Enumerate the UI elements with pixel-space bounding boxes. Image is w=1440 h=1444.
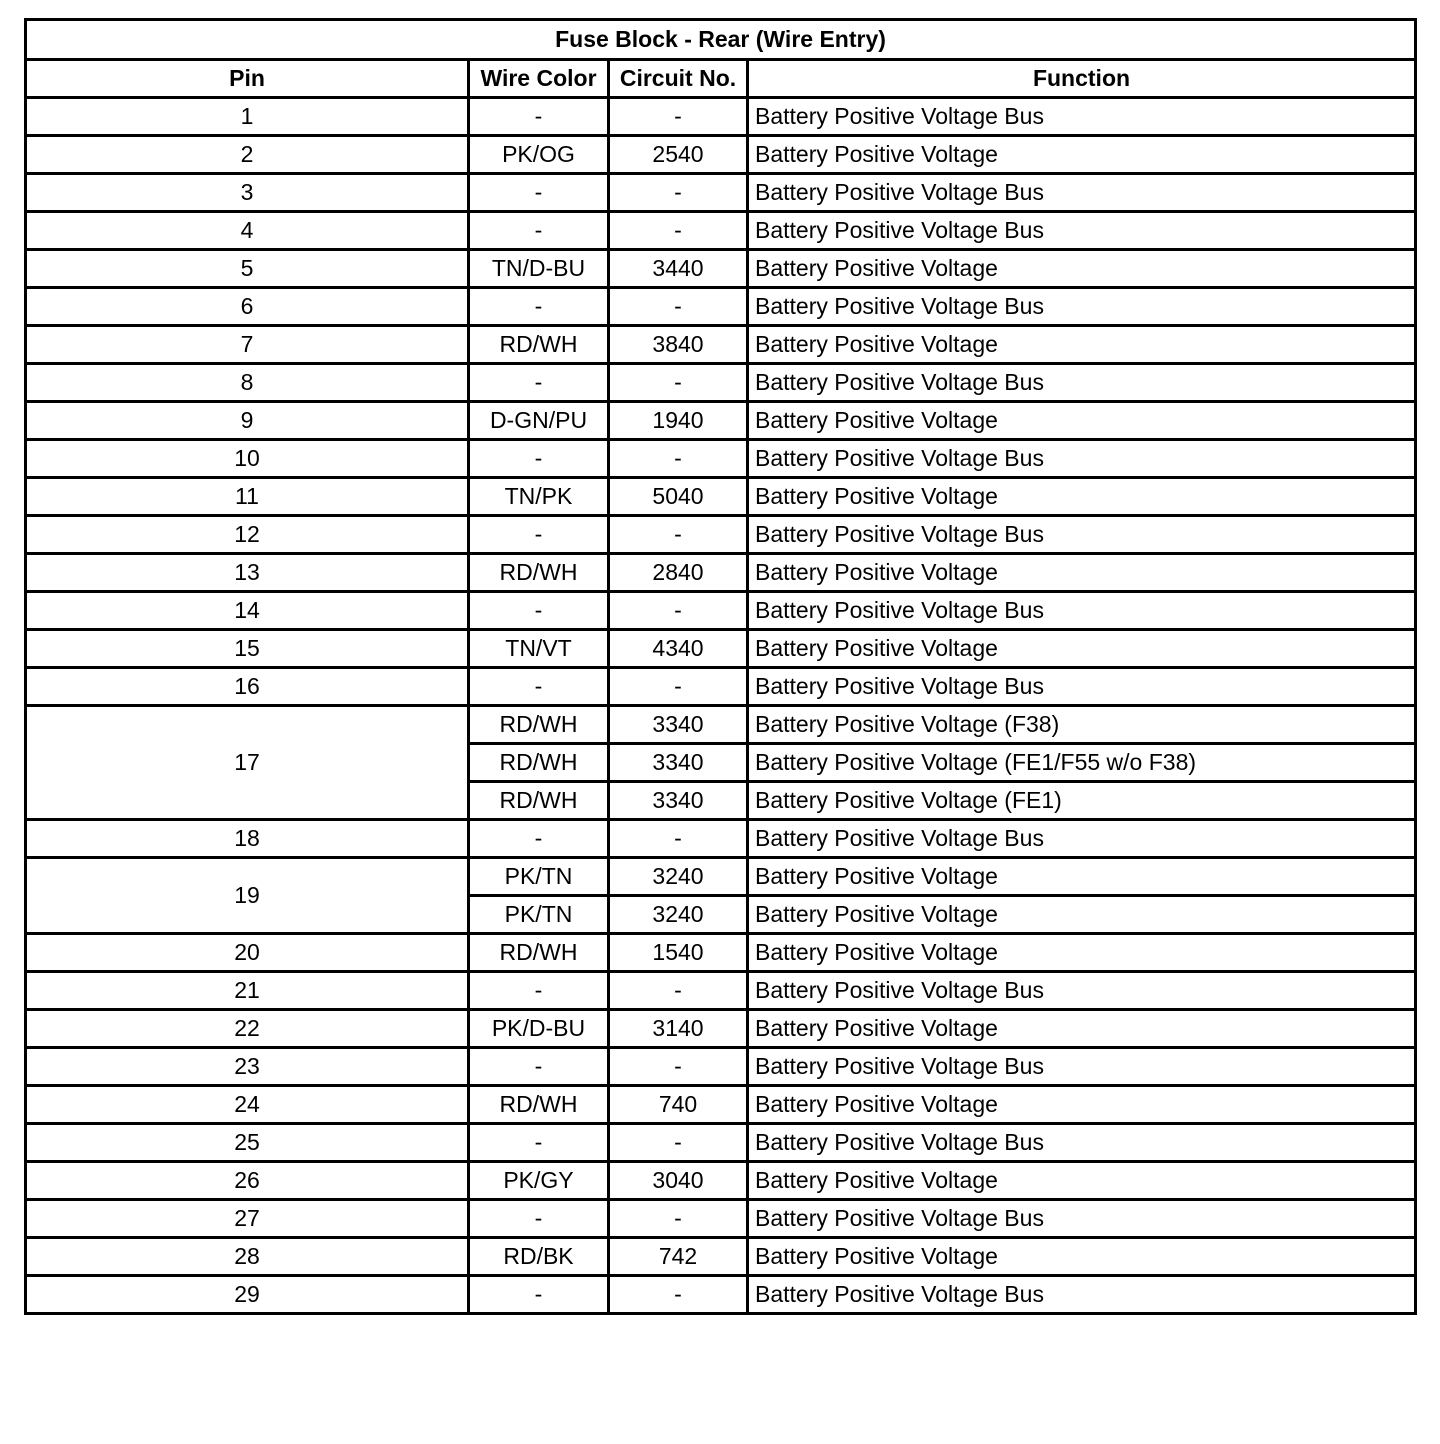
table-row bbox=[26, 934, 1416, 972]
pin-cell: 15 bbox=[26, 630, 469, 668]
pin-cell: 25 bbox=[26, 1124, 469, 1162]
pin-cell: 11 bbox=[26, 478, 469, 516]
circuit-no-cell: 2540 bbox=[609, 136, 748, 174]
circuit-no-cell: 3340 bbox=[609, 706, 748, 744]
function-cell: Battery Positive Voltage Bus bbox=[748, 364, 1416, 402]
function-cell: Battery Positive Voltage Bus bbox=[748, 174, 1416, 212]
pin-cell: 16 bbox=[26, 668, 469, 706]
table-row bbox=[26, 972, 1416, 1010]
table-row bbox=[26, 1010, 1416, 1048]
wire-color-cell: - bbox=[469, 592, 609, 630]
pin-cell: 17 bbox=[26, 706, 469, 820]
table-row bbox=[26, 402, 1416, 440]
function-cell: Battery Positive Voltage Bus bbox=[748, 440, 1416, 478]
wire-color-cell: - bbox=[469, 516, 609, 554]
table-row bbox=[26, 478, 1416, 516]
wire-color-cell: - bbox=[469, 174, 609, 212]
pin-cell: 18 bbox=[26, 820, 469, 858]
table-row bbox=[26, 174, 1416, 212]
wire-color-cell: D-GN/PU bbox=[469, 402, 609, 440]
circuit-no-cell: 3040 bbox=[609, 1162, 748, 1200]
table-row bbox=[26, 1238, 1416, 1276]
circuit-no-cell: - bbox=[609, 972, 748, 1010]
wire-color-cell: RD/WH bbox=[469, 934, 609, 972]
function-cell: Battery Positive Voltage Bus bbox=[748, 288, 1416, 326]
table-row bbox=[26, 440, 1416, 478]
wire-color-cell: - bbox=[469, 288, 609, 326]
circuit-no-cell: - bbox=[609, 1124, 748, 1162]
function-cell: Battery Positive Voltage bbox=[748, 250, 1416, 288]
wire-color-cell: PK/GY bbox=[469, 1162, 609, 1200]
table-row bbox=[26, 630, 1416, 668]
circuit-no-cell: 3140 bbox=[609, 1010, 748, 1048]
circuit-no-cell: 3340 bbox=[609, 782, 748, 820]
wire-color-cell: TN/VT bbox=[469, 630, 609, 668]
pin-cell: 24 bbox=[26, 1086, 469, 1124]
table-row bbox=[26, 288, 1416, 326]
table-row bbox=[26, 1124, 1416, 1162]
circuit-no-cell: - bbox=[609, 516, 748, 554]
circuit-no-cell: 4340 bbox=[609, 630, 748, 668]
pin-cell: 23 bbox=[26, 1048, 469, 1086]
fuse-block-pinout-table bbox=[24, 18, 1417, 1315]
function-cell: Battery Positive Voltage bbox=[748, 1162, 1416, 1200]
function-cell: Battery Positive Voltage Bus bbox=[748, 972, 1416, 1010]
wire-color-cell: RD/BK bbox=[469, 1238, 609, 1276]
circuit-no-cell: 3840 bbox=[609, 326, 748, 364]
pin-cell: 4 bbox=[26, 212, 469, 250]
circuit-no-cell: 1540 bbox=[609, 934, 748, 972]
circuit-no-cell: 3240 bbox=[609, 858, 748, 896]
pin-cell: 22 bbox=[26, 1010, 469, 1048]
circuit-no-cell: - bbox=[609, 174, 748, 212]
function-cell: Battery Positive Voltage Bus bbox=[748, 820, 1416, 858]
table-row bbox=[26, 820, 1416, 858]
wire-color-cell: TN/D-BU bbox=[469, 250, 609, 288]
circuit-no-cell: - bbox=[609, 98, 748, 136]
wire-color-cell: PK/TN bbox=[469, 858, 609, 896]
wire-color-cell: RD/WH bbox=[469, 1086, 609, 1124]
wire-color-cell: - bbox=[469, 1124, 609, 1162]
pin-cell: 5 bbox=[26, 250, 469, 288]
function-cell: Battery Positive Voltage bbox=[748, 934, 1416, 972]
pin-cell: 10 bbox=[26, 440, 469, 478]
pin-cell: 29 bbox=[26, 1276, 469, 1314]
pin-cell: 8 bbox=[26, 364, 469, 402]
function-cell: Battery Positive Voltage Bus bbox=[748, 98, 1416, 136]
function-cell: Battery Positive Voltage bbox=[748, 1086, 1416, 1124]
wire-color-cell: TN/PK bbox=[469, 478, 609, 516]
table-row bbox=[26, 706, 1416, 744]
circuit-no-cell: - bbox=[609, 440, 748, 478]
circuit-no-cell: 742 bbox=[609, 1238, 748, 1276]
function-cell: Battery Positive Voltage Bus bbox=[748, 1048, 1416, 1086]
table-row bbox=[26, 326, 1416, 364]
function-cell: Battery Positive Voltage Bus bbox=[748, 516, 1416, 554]
pin-cell: 2 bbox=[26, 136, 469, 174]
wire-color-cell: RD/WH bbox=[469, 326, 609, 364]
header-pin: Pin bbox=[26, 60, 469, 98]
table-row bbox=[26, 1162, 1416, 1200]
wire-color-cell: - bbox=[469, 98, 609, 136]
function-cell: Battery Positive Voltage Bus bbox=[748, 1200, 1416, 1238]
pin-cell: 14 bbox=[26, 592, 469, 630]
table-row bbox=[26, 250, 1416, 288]
function-cell: Battery Positive Voltage bbox=[748, 1010, 1416, 1048]
table-row bbox=[26, 1276, 1416, 1314]
circuit-no-cell: - bbox=[609, 592, 748, 630]
function-cell: Battery Positive Voltage bbox=[748, 326, 1416, 364]
header-function: Function bbox=[748, 60, 1416, 98]
wire-color-cell: PK/TN bbox=[469, 896, 609, 934]
header-row bbox=[26, 60, 1416, 98]
circuit-no-cell: 3440 bbox=[609, 250, 748, 288]
function-cell: Battery Positive Voltage Bus bbox=[748, 592, 1416, 630]
wire-color-cell: PK/D-BU bbox=[469, 1010, 609, 1048]
function-cell: Battery Positive Voltage (FE1) bbox=[748, 782, 1416, 820]
wire-color-cell: - bbox=[469, 212, 609, 250]
function-cell: Battery Positive Voltage bbox=[748, 896, 1416, 934]
circuit-no-cell: 740 bbox=[609, 1086, 748, 1124]
function-cell: Battery Positive Voltage Bus bbox=[748, 1124, 1416, 1162]
circuit-no-cell: - bbox=[609, 1048, 748, 1086]
pin-cell: 19 bbox=[26, 858, 469, 934]
circuit-no-cell: - bbox=[609, 212, 748, 250]
table-row bbox=[26, 136, 1416, 174]
circuit-no-cell: - bbox=[609, 668, 748, 706]
pin-cell: 13 bbox=[26, 554, 469, 592]
wire-color-cell: - bbox=[469, 668, 609, 706]
table-row bbox=[26, 858, 1416, 896]
wire-color-cell: - bbox=[469, 820, 609, 858]
table-row bbox=[26, 1200, 1416, 1238]
table-row bbox=[26, 516, 1416, 554]
header-circuit-no: Circuit No. bbox=[609, 60, 748, 98]
function-cell: Battery Positive Voltage Bus bbox=[748, 212, 1416, 250]
circuit-no-cell: - bbox=[609, 1276, 748, 1314]
wire-color-cell: RD/WH bbox=[469, 554, 609, 592]
header-wire-color: Wire Color bbox=[469, 60, 609, 98]
pin-cell: 12 bbox=[26, 516, 469, 554]
pin-cell: 20 bbox=[26, 934, 469, 972]
pin-cell: 6 bbox=[26, 288, 469, 326]
function-cell: Battery Positive Voltage Bus bbox=[748, 1276, 1416, 1314]
function-cell: Battery Positive Voltage (FE1/F55 w/o F38) bbox=[748, 744, 1416, 782]
table-row bbox=[26, 554, 1416, 592]
pin-cell: 27 bbox=[26, 1200, 469, 1238]
wire-color-cell: - bbox=[469, 972, 609, 1010]
function-cell: Battery Positive Voltage bbox=[748, 478, 1416, 516]
function-cell: Battery Positive Voltage bbox=[748, 136, 1416, 174]
circuit-no-cell: 5040 bbox=[609, 478, 748, 516]
table-title: Fuse Block - Rear (Wire Entry) bbox=[26, 20, 1416, 60]
circuit-no-cell: - bbox=[609, 1200, 748, 1238]
function-cell: Battery Positive Voltage Bus bbox=[748, 668, 1416, 706]
pin-cell: 7 bbox=[26, 326, 469, 364]
table-row bbox=[26, 592, 1416, 630]
pin-cell: 21 bbox=[26, 972, 469, 1010]
wire-color-cell: - bbox=[469, 1048, 609, 1086]
circuit-no-cell: 1940 bbox=[609, 402, 748, 440]
wire-color-cell: RD/WH bbox=[469, 744, 609, 782]
pin-cell: 28 bbox=[26, 1238, 469, 1276]
table-row bbox=[26, 98, 1416, 136]
function-cell: Battery Positive Voltage bbox=[748, 630, 1416, 668]
function-cell: Battery Positive Voltage bbox=[748, 858, 1416, 896]
function-cell: Battery Positive Voltage (F38) bbox=[748, 706, 1416, 744]
pin-cell: 26 bbox=[26, 1162, 469, 1200]
wire-color-cell: - bbox=[469, 1200, 609, 1238]
pin-cell: 1 bbox=[26, 98, 469, 136]
table-row bbox=[26, 212, 1416, 250]
wire-color-cell: RD/WH bbox=[469, 782, 609, 820]
table-row bbox=[26, 364, 1416, 402]
table-title-row bbox=[26, 20, 1416, 60]
table-row bbox=[26, 1086, 1416, 1124]
wire-color-cell: - bbox=[469, 440, 609, 478]
circuit-no-cell: 3340 bbox=[609, 744, 748, 782]
wire-color-cell: RD/WH bbox=[469, 706, 609, 744]
circuit-no-cell: 2840 bbox=[609, 554, 748, 592]
circuit-no-cell: - bbox=[609, 820, 748, 858]
table-row bbox=[26, 1048, 1416, 1086]
function-cell: Battery Positive Voltage bbox=[748, 402, 1416, 440]
wire-color-cell: PK/OG bbox=[469, 136, 609, 174]
wire-color-cell: - bbox=[469, 364, 609, 402]
pin-cell: 9 bbox=[26, 402, 469, 440]
table-row bbox=[26, 668, 1416, 706]
function-cell: Battery Positive Voltage bbox=[748, 1238, 1416, 1276]
circuit-no-cell: - bbox=[609, 364, 748, 402]
circuit-no-cell: 3240 bbox=[609, 896, 748, 934]
wire-color-cell: - bbox=[469, 1276, 609, 1314]
circuit-no-cell: - bbox=[609, 288, 748, 326]
function-cell: Battery Positive Voltage bbox=[748, 554, 1416, 592]
pin-cell: 3 bbox=[26, 174, 469, 212]
